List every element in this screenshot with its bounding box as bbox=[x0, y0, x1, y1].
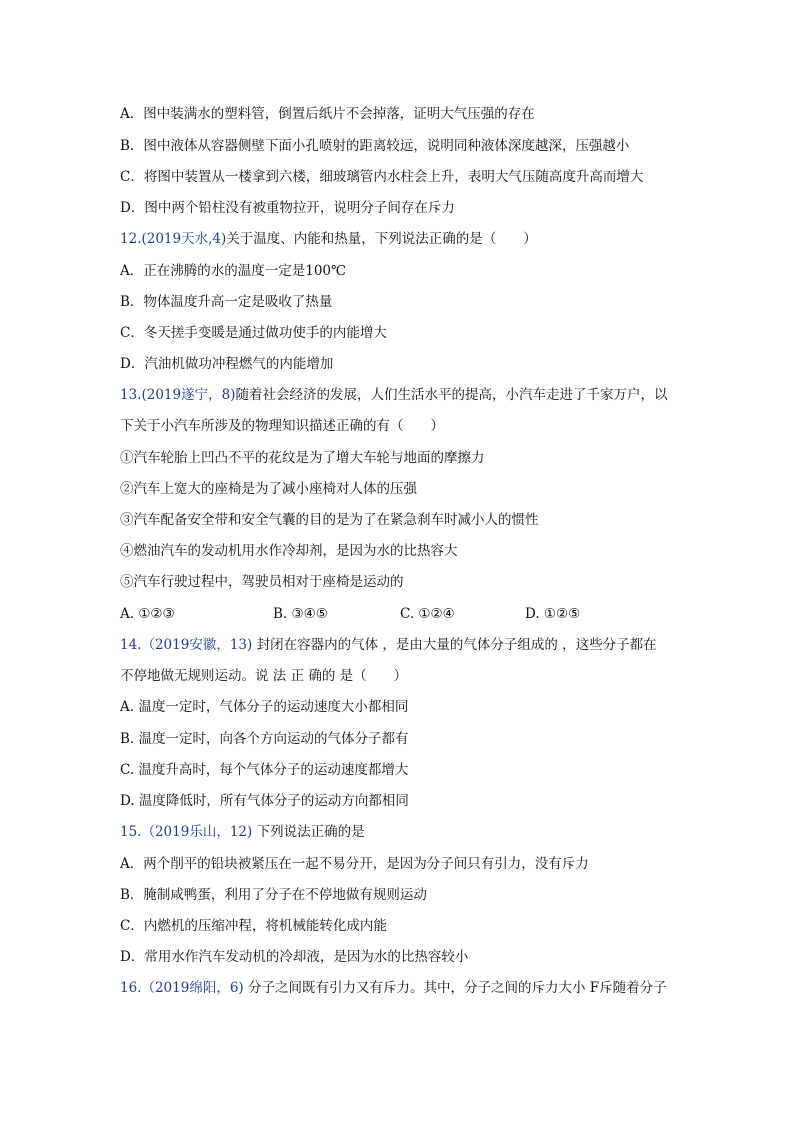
q14-stem-line-1 bbox=[120, 636, 690, 654]
q12-option-c: C．冬天搓手变暖是通过做功使手的内能增大 bbox=[120, 325, 387, 341]
q14-option-a: A. 温度一定时，气体分子的运动速度大小都相同 bbox=[120, 699, 409, 715]
q13-statement-1: ①汽车轮胎上凹凸不平的花纹是为了增大车轮与地面的摩擦力 bbox=[120, 450, 485, 466]
q13-option-a: A. ①②③ bbox=[120, 606, 175, 622]
q11-option-d: D．图中两个铅柱没有被重物拉开，说明分子间存在斥力 bbox=[120, 200, 455, 216]
q11-option-c: C．将图中装置从一楼拿到六楼，细玻璃管内水柱会上升，表明大气压随高度升高而增大 bbox=[120, 169, 644, 185]
q15-option-b: B．腌制咸鸭蛋，利用了分子在不停地做有规则运动 bbox=[120, 887, 427, 903]
q13-statement-5: ⑤汽车行驶过程中，驾驶员相对于座椅是运动的 bbox=[120, 574, 404, 590]
q13-source: 13.(2019遂宁，8) bbox=[120, 387, 236, 403]
q15-stem: 下列说法正确的是 bbox=[256, 824, 365, 840]
q15-option-d: D．常用水作汽车发动机的冷却液，是因为水的比热容较小 bbox=[120, 949, 469, 965]
q14-stem-line-2: 不停地做无规则运动。说 法 正 确的 是（ ） bbox=[120, 668, 408, 684]
q14-stem-1: 封闭在容器内的气体 ，是由大量的气体分子组成的 ，这些分子都在 bbox=[256, 637, 657, 653]
q14-option-b: B. 温度一定时，向各个方向运动的气体分子都有 bbox=[120, 731, 409, 747]
q13-statement-2: ②汽车上宽大的座椅是为了减小座椅对人体的压强 bbox=[120, 481, 417, 497]
q12-option-b: B．物体温度升高一定是吸收了热量 bbox=[120, 294, 333, 310]
q12-option-d: D．汽油机做功冲程燃气的内能增加 bbox=[120, 356, 334, 372]
q14-source: 14.（2019安徽，13) bbox=[120, 637, 253, 653]
q15-option-a: A．两个削平的铅块被紧压在一起不易分开，是因为分子间只有引力，没有斥力 bbox=[120, 856, 589, 872]
q11-option-a: A．图中装满水的塑料管，倒置后纸片不会掉落，证明大气压强的存在 bbox=[120, 106, 535, 122]
q15-option-c: C．内燃机的压缩冲程，将机械能转化成内能 bbox=[120, 918, 387, 934]
q13-option-d: D. ①②⑤ bbox=[525, 606, 581, 622]
q13-statement-4: ④燃油汽车的发动机用水作冷却剂，是因为水的比热容大 bbox=[120, 543, 458, 559]
q12-option-a: A．正在沸腾的水的温度一定是100℃ bbox=[120, 263, 347, 279]
q12-stem-line bbox=[120, 230, 690, 248]
q12-stem: 关于温度、内能和热量，下列说法正确的是（ ） bbox=[226, 231, 537, 247]
q13-statement-3: ③汽车配备安全带和安全气囊的目的是为了在紧急刹车时减小人的惯性 bbox=[120, 512, 539, 528]
q16-source: 16.（2019绵阳，6) bbox=[120, 980, 244, 996]
q15-stem-line bbox=[120, 823, 690, 841]
q13-option-c: C. ①②④ bbox=[400, 606, 455, 622]
q16-stem-line bbox=[120, 979, 690, 997]
q16-stem: 分子之间既有引力又有斥力。其中，分子之间的斥力大小 F斥随着分子 bbox=[247, 980, 667, 996]
q14-option-c: C. 温度升高时，每个气体分子的运动速度都增大 bbox=[120, 762, 409, 778]
q14-option-d: D. 温度降低时，所有气体分子的运动方向都相同 bbox=[120, 793, 409, 809]
q13-stem-line-1 bbox=[120, 386, 690, 404]
q11-option-b: B．图中液体从容器侧壁下面小孔喷射的距离较远，说明同种液体深度越深，压强越小 bbox=[120, 138, 630, 154]
q15-source: 15.（2019乐山，12) bbox=[120, 824, 253, 840]
q12-source: 12.(2019天水,4) bbox=[120, 231, 227, 247]
q13-stem-1: 随着社会经济的发展，人们生活水平的提高，小汽车走进了千家万户，以 bbox=[235, 387, 668, 403]
q13-option-b: B. ③④⑤ bbox=[273, 606, 328, 622]
q13-stem-line-2: 下关于小汽车所涉及的物理知识描述正确的有（ ） bbox=[120, 418, 444, 434]
